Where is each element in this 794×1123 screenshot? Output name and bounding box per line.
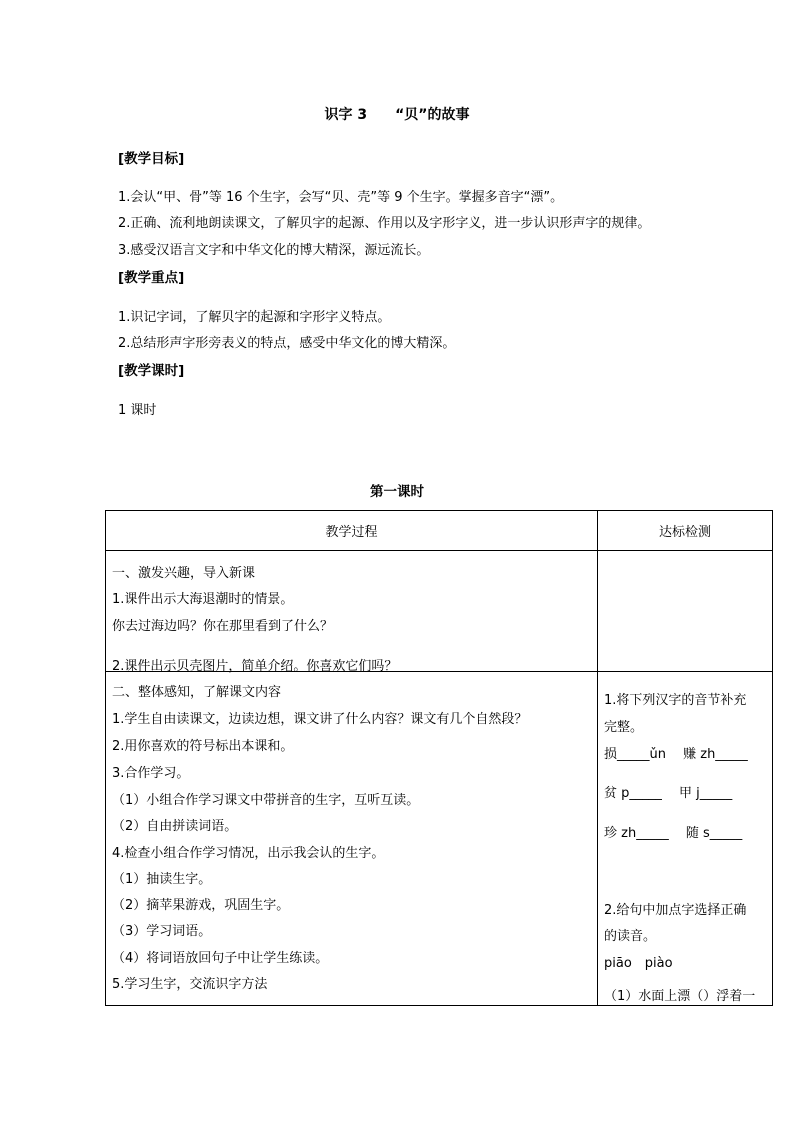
- document-title: 识字 3 “贝”的故事: [324, 107, 470, 123]
- check-line: 完整。: [604, 720, 644, 735]
- table-header-row: [106, 511, 773, 551]
- process-line: 二、整体感知，了解课文内容: [112, 685, 282, 700]
- process-line: 你去过海边吗？你在那里看到了什么？: [112, 619, 334, 634]
- process-line: （3）学习词语。: [112, 924, 212, 939]
- lesson-table: [105, 510, 773, 1006]
- goal-item: 3.感受汉语言文字和中华文化的博大精深，源远流长。: [118, 243, 430, 258]
- process-cell: [106, 672, 598, 1006]
- process-line: （1）抽读生字。: [112, 872, 212, 887]
- hours-heading: [教学课时]: [118, 363, 185, 379]
- check-column-header: 达标检测: [598, 511, 773, 551]
- check-line: 损_____ǔn 赚 zh_____: [604, 747, 748, 762]
- key-point-item: 2.总结形声字形旁表义的特点，感受中华文化的博大精深。: [118, 336, 456, 351]
- goal-item: 2.正确、流利地朗读课文，了解贝字的起源、作用以及字形字义，进一步认识形声字的规律。: [118, 216, 651, 231]
- key-point-item: 1.识记字词，了解贝字的起源和字形字义特点。: [118, 310, 391, 325]
- check-line: 1.将下列汉字的音节补充: [604, 693, 747, 708]
- process-line: 一、激发兴趣，导入新课: [112, 566, 256, 581]
- process-line: 1.学生自由读课文，边读边想，课文讲了什么内容？课文有几个自然段？: [112, 712, 528, 727]
- check-line: 贫 p_____ 甲 j_____: [604, 786, 733, 801]
- check-line: 2.给句中加点字选择正确: [604, 903, 747, 918]
- check-line: （1）水面上漂（）浮着一: [604, 989, 756, 1004]
- process-line: （2）摘苹果游戏，巩固生字。: [112, 898, 290, 913]
- process-line: 4.检查小组合作学习情况，出示我会认的生字。: [112, 846, 385, 861]
- process-line: （2）自由拼读词语。: [112, 819, 238, 834]
- table-row: [106, 672, 773, 1006]
- check-cell-empty: [598, 551, 773, 672]
- lesson-title: 第一课时: [370, 484, 424, 500]
- table-row: [106, 551, 773, 672]
- goals-heading: [教学目标]: [118, 151, 185, 167]
- process-line: 2.用你喜欢的符号标出本课和。: [112, 739, 294, 754]
- process-line: （4）将词语放回句子中让学生练读。: [112, 951, 329, 966]
- check-line: 珍 zh_____ 随 s_____: [604, 826, 743, 841]
- process-line: 2.课件出示贝壳图片，简单介绍。你喜欢它们吗？: [112, 659, 398, 674]
- check-line: 的读音。: [604, 929, 657, 944]
- process-column-header: 教学过程: [106, 511, 598, 551]
- process-cell: [106, 551, 598, 672]
- key-points-heading: [教学重点]: [118, 270, 185, 286]
- goal-item: 1.会认“甲、骨”等 16 个生字，会写“贝、壳”等 9 个生字。掌握多音字“漂”。: [118, 190, 564, 205]
- process-line: 1.课件出示大海退潮时的情景。: [112, 592, 294, 607]
- process-line: 5.学习生字，交流识字方法: [112, 977, 268, 992]
- hours-value: 1 课时: [118, 403, 157, 418]
- process-line: 3.合作学习。: [112, 766, 190, 781]
- check-cell: [598, 672, 773, 1006]
- check-line: piāo piào: [604, 956, 673, 971]
- process-line: （1）小组合作学习课文中带拼音的生字，互听互读。: [112, 793, 420, 808]
